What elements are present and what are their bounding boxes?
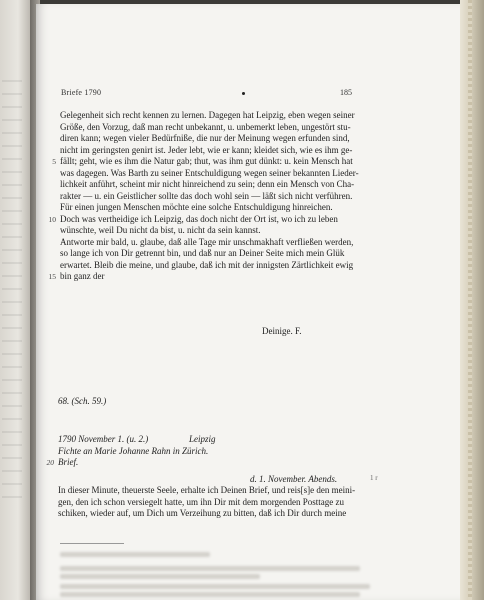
footnote-rule [60, 543, 124, 544]
text-line [58, 497, 368, 509]
line-number: 20 [46, 458, 54, 467]
text-line [46, 457, 258, 469]
line-text: Für einen jungen Menschen möchte eine solche Entschuldigung hinreichen. [60, 202, 333, 212]
line-number: 5 [52, 157, 56, 166]
text-line [58, 485, 368, 497]
letter-dateline: d. 1. November. Abends. [250, 474, 338, 484]
text-line [58, 508, 368, 520]
footnote-blurred [60, 566, 360, 571]
line-number: 15 [48, 272, 56, 281]
line-text: Fichte an Marie Johanne Rahn in Zürich. [58, 445, 209, 456]
text-line [60, 168, 372, 180]
text-line [60, 145, 372, 157]
line-text: was dagegen. Was Barth zu seiner Entschuldigung wegen seiner bekannten Lieder- [60, 167, 359, 178]
line-text: so lange ich von Dir getrennt bin, und daß nur an Deiner Seite mich mein Glük [60, 248, 345, 258]
new-letter-text [58, 485, 368, 520]
line-number: 10 [48, 214, 56, 224]
place-name: Leipzig [189, 434, 216, 444]
text-line [52, 156, 372, 168]
line-text: fällt; geht, wie es ihm die Natur gab; thut, was ihm gut dünkt: u. kein Mensch hat [60, 156, 353, 166]
footnote-blurred [60, 592, 360, 597]
text-line [48, 213, 372, 226]
footnote-blurred [60, 552, 210, 557]
letter-body-text [48, 110, 372, 283]
header-ornament [242, 92, 245, 95]
text-line [60, 122, 372, 134]
text-line [60, 110, 372, 122]
letter-address-block [46, 434, 258, 469]
letter-number: 68. (Sch. 59.) [58, 396, 107, 406]
line-text: Antworte mir bald, u. glaube, daß alle Tage mir unschmakhaft verfließen werden, [60, 236, 354, 247]
text-line [58, 434, 258, 446]
line-text: gen, den ich schon versiegelt hatte, um ihn Dir mit dem morgenden Posttage zu [58, 496, 345, 507]
text-line [60, 179, 372, 191]
line-text: In dieser Minute, theuerste Seele, erhalte ich Deinen Brief, und reis[s]e den meini- [58, 485, 356, 495]
line-text: diren kann; wegen vieler Bedürfniße, die nur der Meinung wegen erfunden sind, [60, 133, 350, 143]
signature: Deinige. F. [262, 326, 302, 336]
line-text: Brief. [58, 457, 79, 467]
text-line [60, 133, 372, 145]
line-text: rakter — u. ein Geistlicher sollte das doch wohl sein — läßt sich nicht verführen. [60, 190, 353, 201]
book-page [36, 4, 464, 600]
line-text: 1790 November 1. (u. 2.) [58, 434, 149, 444]
text-line [60, 260, 372, 272]
text-line [60, 248, 372, 260]
page-number: 185 [340, 88, 352, 97]
text-line [60, 225, 372, 237]
line-text: lichkeit anführt, scheint mir nicht hinreichend zu sein; denn ein Mensch von Cha- [60, 179, 355, 189]
line-text: Gelegenheit sich recht kennen zu lernen. Dagegen hat Leipzig, eben wegen seiner [60, 110, 355, 120]
text-line [60, 237, 372, 249]
line-text: schiken, wieder auf, um Dich um Verzeihung zu bitten, daß ich Dir durch meine [58, 508, 347, 518]
line-text: Doch was vertheidige ich Leipzig, das doch nicht der Ort ist, wo ich zu leben [60, 213, 338, 224]
line-text: wünschte, weil Du nicht da bist, u. nicht da sein kannst. [60, 225, 261, 235]
line-text: erwartet. Bleib die meine, und glaube, daß ich mit der innigsten Zärtlichkeit ewig [60, 259, 354, 270]
line-text: Größe, den Vorzug, daß man recht unbekannt, u. unbemerkt leben, ungestört stu- [60, 121, 351, 132]
page-block-edge [460, 0, 484, 600]
folio-mark: 1 r [370, 474, 378, 482]
text-line [60, 191, 372, 203]
text-line [48, 271, 372, 283]
line-text: bin ganz der [60, 271, 105, 281]
footnote-blurred [60, 584, 370, 589]
adjacent-page-edge [0, 0, 30, 600]
footnote-blurred [60, 574, 260, 579]
line-text: nicht im geringsten genirt ist. Jeder lebt, wie er kann; kleidet sich, wie es ihm ge- [60, 144, 353, 155]
text-line [58, 446, 258, 458]
running-header: Briefe 1790 [61, 88, 102, 97]
text-line [60, 202, 372, 214]
